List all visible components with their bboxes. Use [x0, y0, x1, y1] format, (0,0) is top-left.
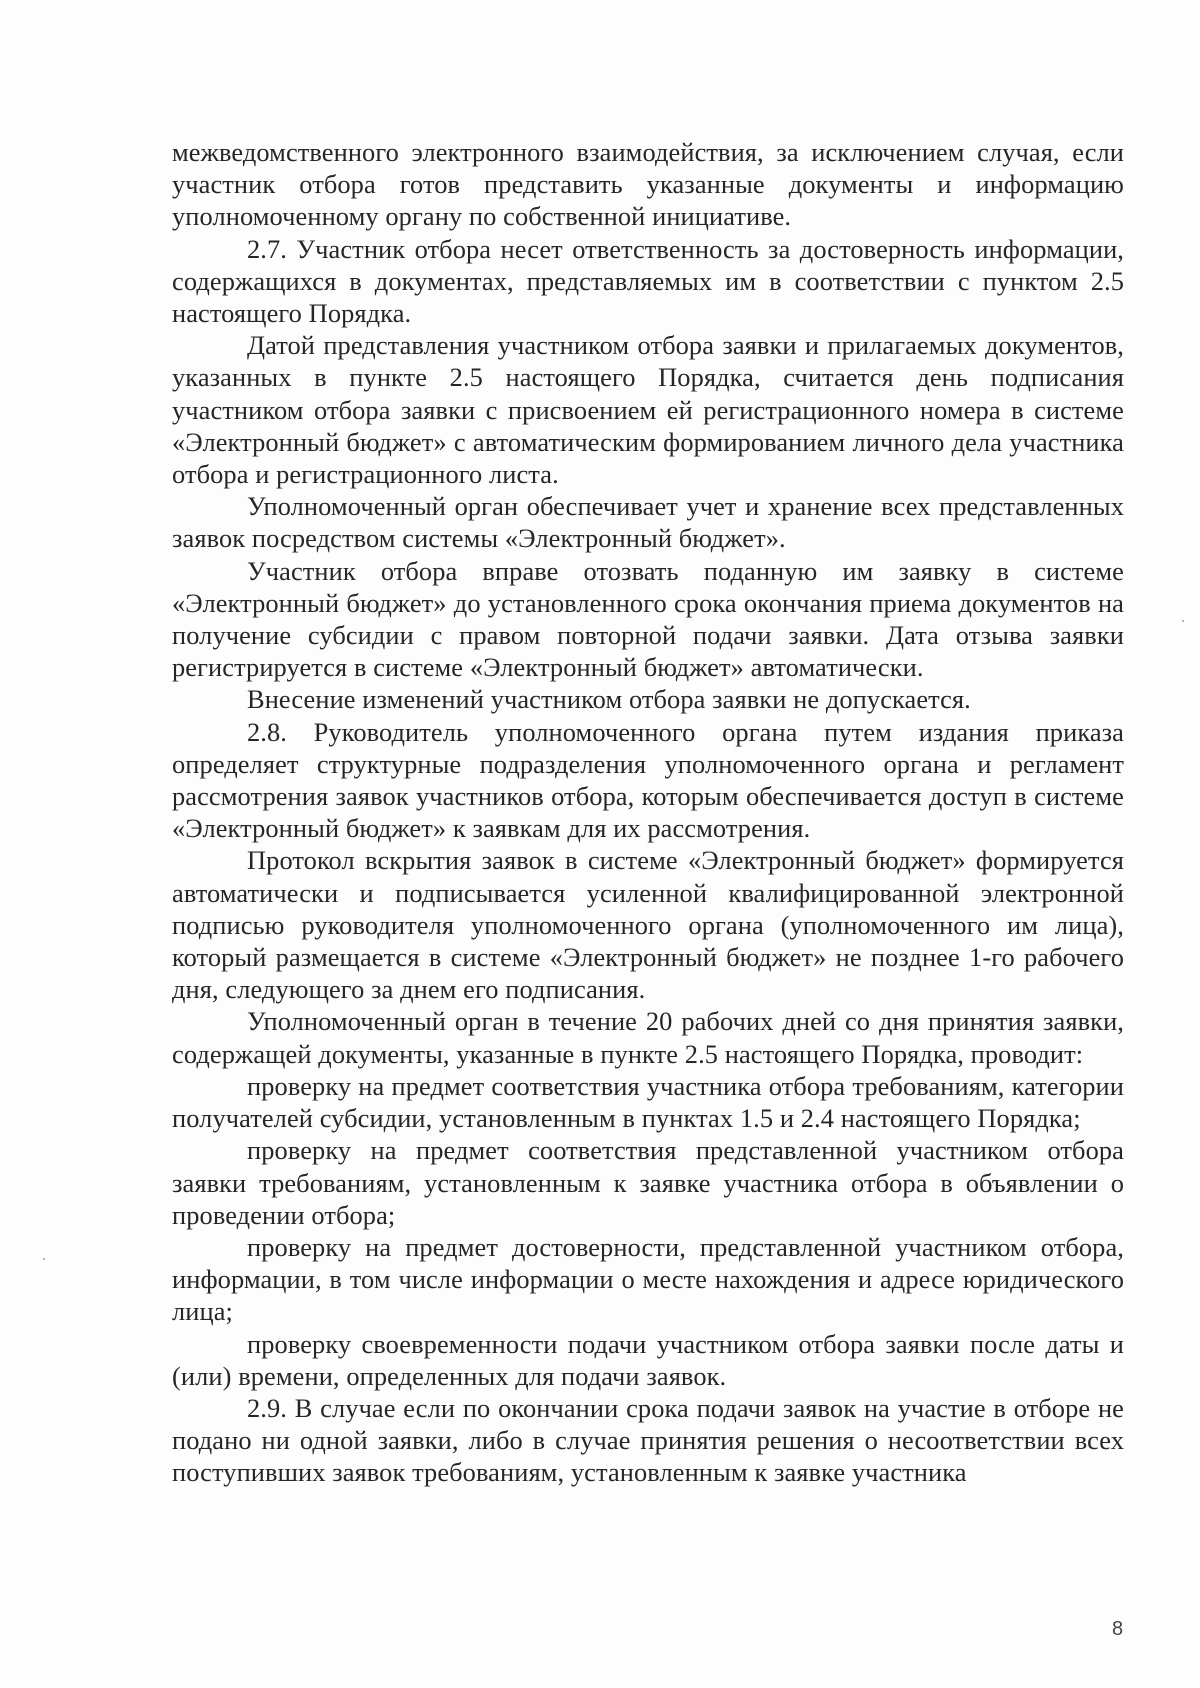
paragraph-continuation: межведомственного электронного взаимодействия, за исключением случая, если участник отбора готов представить указанные документы и информацию уполномоченному органу по собственной инициативе.: [172, 137, 1124, 232]
paragraph-2-7: 2.7. Участник отбора несет ответственность за достоверность информации, содержащихся в документах, представляемых им в соответствии с пунктом 2.5 настоящего Порядка.: [172, 233, 1124, 329]
scan-speck: [43, 1258, 45, 1260]
paragraph-withdrawal: Участник отбора вправе отозвать поданную им заявку в системе «Электронный бюджет» до установленного срока окончания приема документов на получение субсидии с правом повторной подачи заявки. Дата отзыва заявки регистрируется в системе «Электронный бюджет» автоматически.: [172, 555, 1124, 683]
paragraph-2-9: 2.9. В случае если по окончании срока подачи заявок на участие в отборе не подано ни одной заявки, либо в случае принятия решения о несоответствии всех поступивших заявок требованиям, установленным к заявке участника: [172, 1392, 1124, 1488]
paragraph-check-timeliness: проверку своевременности подачи участником отбора заявки после даты и (или) времени, определенных для подачи заявок.: [172, 1328, 1124, 1391]
paragraph-check-reliability: проверку на предмет достоверности, представленной участником отбора, информации, в том числе информации о месте нахождения и адресе юридического лица;: [172, 1231, 1124, 1327]
paragraph-review-period: Уполномоченный орган в течение 20 рабочих дней со дня принятия заявки, содержащей документы, указанные в пункте 2.5 настоящего Порядка, проводит:: [172, 1006, 1124, 1069]
paragraph-check-application: проверку на предмет соответствия представленной участником отбора заявки требованиям, установленным к заявке участника отбора в объявлении о проведении отбора;: [172, 1135, 1124, 1230]
paragraph-2-8: 2.8. Руководитель уполномоченного органа путем издания приказа определяет структурные подразделения уполномоченного органа и регламент рассмотрения заявок участников отбора, которым обеспечивается доступ в системе «Электронный бюджет» к заявкам для их рассмотрения.: [172, 716, 1124, 844]
paragraph-protocol: Протокол вскрытия заявок в системе «Электронный бюджет» формируется автоматически и подписывается усиленной квалифицированной электронной подписью руководителя уполномоченного органа (уполномоченного им лица), который размещается в системе «Электронный бюджет» не позднее 1-го рабочего дня, следующего за днем его подписания.: [172, 845, 1124, 1005]
document-body: [172, 136, 1124, 1489]
scan-speck: [1182, 620, 1184, 622]
paragraph-submission-date: Датой представления участником отбора заявки и прилагаемых документов, указанных в пункте 2.5 настоящего Порядка, считается день подписания участником отбора заявки с присвоением ей регистрационного номера в системе «Электронный бюджет» с автоматическим формированием личного дела участника отбора и регистрационного листа.: [172, 330, 1124, 490]
paragraph-no-changes: Внесение изменений участником отбора заявки не допускается.: [247, 684, 971, 715]
paragraph-check-participant: проверку на предмет соответствия участника отбора требованиям, категории получателей субсидии, установленным в пунктах 1.5 и 2.4 настоящего Порядка;: [172, 1070, 1124, 1134]
paragraph-registry: Уполномоченный орган обеспечивает учет и хранение всех представленных заявок посредством системы «Электронный бюджет».: [172, 491, 1124, 554]
page-number: 8: [1112, 1618, 1124, 1640]
